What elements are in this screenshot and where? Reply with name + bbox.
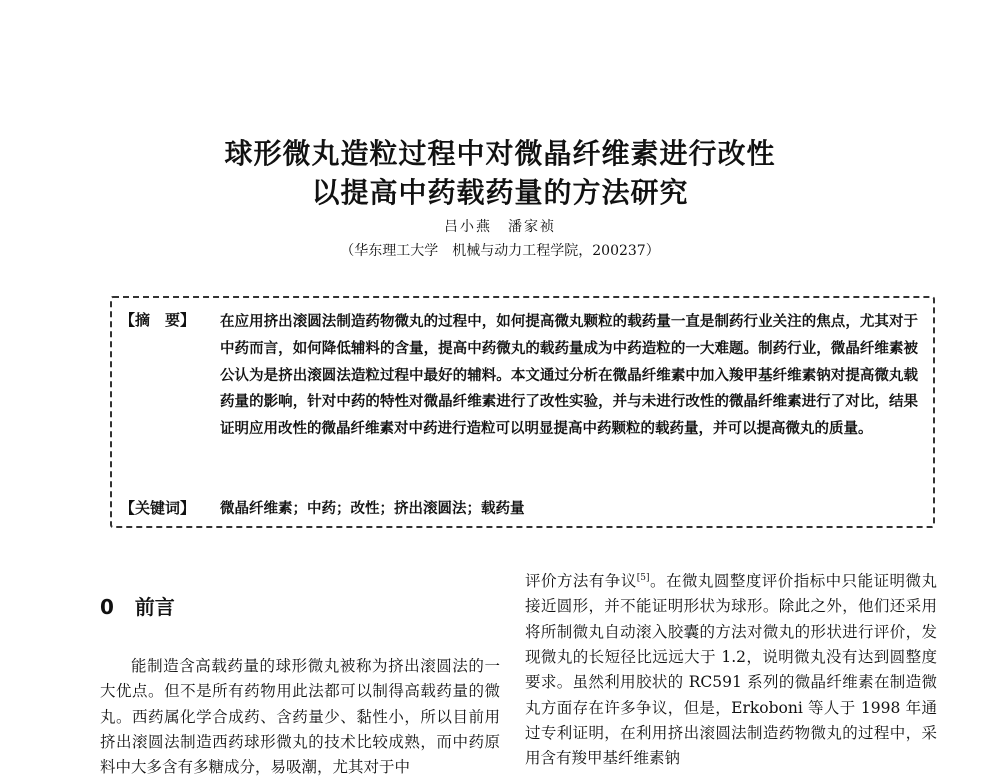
left-column-paragraph: 能制造含高载药量的球形微丸被称为挤出滚圆法的一大优点。但不是所有药物用此法都可以制得高载药量的微丸。西药属化学合成药、含药量少、黏性小，所以目前用挤出滚圆法制造西药球形微丸的技术比较成熟，而中药原料中大多含有多糖成分，易吸潮，尤其对于中 — [100, 657, 500, 777]
authors: 吕小燕 潘家祯 — [444, 219, 556, 235]
section-title: 前言 — [134, 595, 175, 619]
paper-title-line1: 球形微丸造粒过程中对微晶纤维素进行改性 — [224, 137, 776, 170]
citation-ref: [5] — [636, 573, 650, 583]
abstract-text: 在应用挤出滚圆法制造药物微丸的过程中，如何提高微丸颗粒的载药量一直是制药行业关注的焦点，尤其对于中药而言，如何降低辅料的含量，提高中药微丸的载药量成为中药造粒的一大难题。制药行业，微晶纤维素被公认为是挤出滚圆法造粒过程中最好的辅料。本文通过分析在微晶纤维素中加入羧甲基纤维素钠对提高微丸载药量的影响，针对中药的特性对微晶纤维素进行了改性实验，并与未进行改性的微晶纤维素进行了对比，结果证明应用改性的微晶纤维素对中药进行造粒可以明显提高中药颗粒的载药量，并可以提高微丸的质量。 — [220, 313, 918, 438]
affiliation: （华东理工大学 机械与动力工程学院，200237） — [340, 243, 660, 259]
paper-title-line2: 以提高中药载药量的方法研究 — [311, 176, 689, 209]
keywords-label: 【关键词】 — [120, 499, 196, 517]
section-number: 0 — [100, 595, 114, 619]
right-column-paragraph — [525, 566, 937, 772]
right-text-rest: 。在微丸圆整度评价指标中只能证明微丸接近圆形，并不能证明形状为球形。除此之外，他们还采用将所制微丸自动滚入胶囊的方法对微丸的形状进行评价，发现微丸的长短径比远远大于 1.2，说明微丸没有达到圆整度要求。虽然利用胶状的 RC591 系列的微晶纤维素在制造微丸方面存在许多争议，但是，Erkoboni 等人于 1998 年通过专利证明，在利用挤出滚圆法制造药物微丸的过程中，采用含有羧甲基纤维素钠 — [525, 572, 937, 768]
abstract-label: 【摘 要】 — [120, 311, 196, 329]
keywords-text: 微晶纤维素；中药；改性；挤出滚圆法；载药量 — [220, 500, 525, 517]
section-heading — [100, 591, 175, 620]
right-text-start: 评价方法有争议 — [525, 572, 637, 591]
